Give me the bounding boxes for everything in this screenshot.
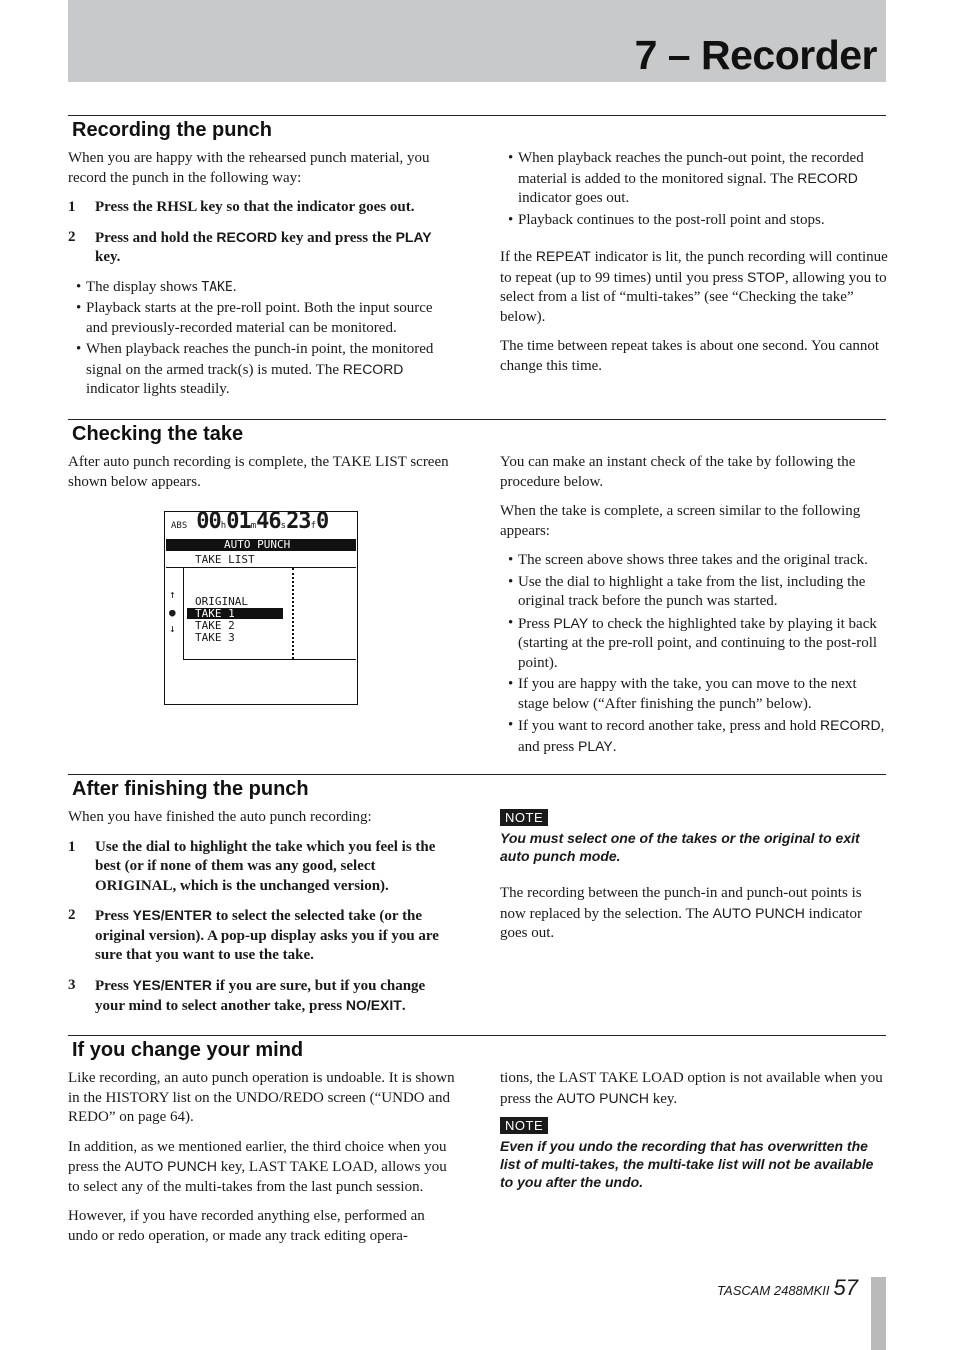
paragraph: Like recording, an auto punch operation is undoable. It is shown in the HISTORY list on the UNDO/REDO screen (“UNDO and REDO” on page 64). (68, 1070, 455, 1125)
text-run: Press (518, 615, 554, 632)
up-arrow-icon: ↑ (169, 588, 176, 601)
page-number: 57 (833, 1275, 858, 1300)
text-run: If you want to record another take, press and hold (518, 718, 820, 734)
section-heading: Recording the punch (72, 119, 272, 141)
text-run: indicator is lit, the punch recording will continue to repeat (up to 99 times) until you press (500, 249, 888, 286)
recording-punch-left-column (68, 149, 456, 410)
step-text (95, 976, 456, 1017)
text-run: key. (648, 1090, 678, 1107)
step-text (95, 906, 456, 966)
step-text: Use the dial to highlight the take which you feel is the best (or if none of them was any good, select ORIGINAL, which is the unchanged version). (95, 838, 436, 894)
text-run: Press and hold the (95, 229, 217, 246)
key-name: AUTO PUNCH (124, 1158, 217, 1174)
step-text: Press the RHSL key so that the indicator goes out. (95, 199, 415, 215)
paragraph: When the take is complete, a screen similar to the following appears: (500, 503, 861, 539)
dotted-divider (292, 568, 294, 659)
step-number: 1 (68, 199, 76, 215)
counter-hours: 00 (196, 509, 221, 534)
take-item-3[interactable]: TAKE 3 (195, 631, 235, 644)
text-run: Press (95, 908, 133, 924)
after-finishing-right-column (500, 809, 888, 954)
dial-icon: ● (169, 606, 176, 619)
step-3 (68, 976, 456, 1017)
section-recording-punch (68, 115, 886, 143)
section-change-mind (68, 1035, 886, 1063)
change-mind-right-column (500, 1069, 888, 1201)
step-1 (68, 838, 456, 897)
key-name: RECORD (342, 360, 404, 377)
key-name: REPEAT (535, 248, 591, 264)
text-run: . (401, 998, 406, 1014)
bar-label: AUTO PUNCH (224, 538, 291, 551)
bullet-list (500, 551, 888, 757)
step-text (95, 228, 456, 268)
key-name: YES/ENTER (132, 976, 212, 993)
section-heading: If you change your mind (72, 1039, 304, 1061)
list-item: • The screen above shows three takes and the original track. (500, 551, 888, 571)
take-item-2[interactable]: TAKE 2 (195, 619, 235, 632)
after-finishing-left-column (68, 808, 456, 1027)
paragraph: The time between repeat takes is about one second. You cannot change this time. (500, 338, 880, 374)
section-heading: After finishing the punch (72, 778, 309, 800)
note-label: NOTE (500, 809, 548, 826)
bullet-list (500, 149, 888, 230)
text-run: When playback reaches the punch-out point, the recorded material is added to the monitored signal. The (518, 150, 864, 187)
text-run: , and press (518, 718, 885, 755)
paragraph (68, 1138, 456, 1198)
text-run: The recording between the punch-in and punch-out points is now replaced by the selection. The (500, 885, 862, 922)
key-name: RECORD (216, 228, 278, 245)
step-number: 1 (68, 838, 76, 855)
key-name: RECORD (797, 169, 858, 186)
text-run: if you are sure, but if you change your mind to select another take, press (95, 977, 426, 1014)
list-item (68, 340, 456, 400)
text-run: . (232, 278, 237, 295)
key-name: YES/ENTER (132, 907, 212, 923)
chapter-title: 7 – Recorder (634, 32, 877, 78)
text-run: to check the highlighted take by playing it back (starting at the pre-roll point, and continuing to the post-roll point). (518, 615, 878, 671)
paragraph: However, if you have recorded anything else, performed an undo or redo operation, or made any track editing opera- (68, 1208, 425, 1244)
unit-f: f (310, 521, 316, 531)
section-after-finishing (68, 774, 886, 802)
key-name: RECORD (820, 717, 881, 733)
text-run: Press (95, 977, 133, 994)
key-name: PLAY (553, 614, 589, 631)
auto-punch-bar (166, 539, 356, 551)
text-run: indicator goes out. (500, 905, 862, 941)
down-arrow-icon: ↓ (169, 622, 176, 635)
text-run: If the (500, 249, 536, 265)
screen-title: TAKE LIST (195, 553, 255, 566)
take-list-screen (164, 511, 358, 705)
text-run: In addition, as we mentioned earlier, the third choice when you press the (68, 1138, 447, 1175)
note-label: NOTE (500, 1117, 548, 1134)
abs-label: ABS (171, 521, 188, 531)
chapter-header (68, 0, 886, 82)
divider (183, 568, 184, 659)
note-text: You must select one of the takes or the original to exit auto punch mode. (500, 830, 860, 864)
list-item (68, 278, 456, 298)
product-name: TASCAM 2488MKII (717, 1283, 830, 1298)
checking-take-right-column (500, 453, 888, 767)
text-run: to select the selected take (or the original version). A pop-up display asks you if you are sure that you want to use the take. (95, 908, 439, 963)
counter-subframe: 0 (315, 509, 329, 534)
divider (183, 659, 356, 660)
section-checking-take (68, 419, 886, 447)
unit-h: h (220, 521, 227, 531)
lcd-text: TAKE (201, 279, 233, 295)
paragraph: You can make an instant check of the take by following the procedure below. (500, 454, 856, 490)
step-number: 2 (68, 228, 76, 245)
list-item: • Playback continues to the post-roll point and stops. (500, 211, 888, 231)
change-mind-left-column (68, 1069, 456, 1256)
text-run: indicator lights steadily. (86, 381, 230, 397)
unit-s: s (280, 521, 287, 531)
text-run: key, LAST TAKE LOAD, allows you to select any of the multi-takes from the last punch session. (68, 1159, 447, 1195)
take-item-1[interactable]: TAKE 1 (195, 607, 235, 620)
step-2 (68, 228, 456, 268)
section-heading: Checking the take (72, 423, 244, 445)
take-item-original[interactable]: ORIGINAL (195, 595, 248, 608)
list-item (500, 614, 888, 674)
key-name: AUTO PUNCH (556, 1089, 649, 1106)
paragraph (500, 247, 888, 327)
list-item: • Use the dial to highlight a take from the list, including the original track before the punch was started. (500, 573, 888, 612)
bullet-list (68, 278, 456, 400)
checking-take-left-column (68, 453, 456, 502)
text-run: When playback reaches the punch-in point, the monitored signal on the armed track(s) is muted. The (86, 341, 434, 378)
text-run: tions, the LAST TAKE LOAD option is not available when you press the (500, 1070, 883, 1107)
text-run: key and press the (277, 229, 396, 246)
paragraph (500, 884, 888, 944)
note-text: Even if you undo the recording that has overwritten the list of multi-takes, the multi-take list will not be available to you after the undo. (500, 1138, 874, 1190)
text-run: . (612, 738, 617, 755)
list-item (500, 149, 888, 209)
step-1 (68, 198, 456, 218)
key-name: STOP (747, 268, 785, 285)
step-number: 2 (68, 907, 76, 923)
counter-seconds: 46 (256, 509, 281, 534)
list-item: • If you are happy with the take, you can move to the next stage below (“After finishing the punch” below). (500, 675, 888, 714)
text-run: The display shows (86, 278, 202, 295)
counter-frames: 23 (286, 509, 311, 534)
paragraph (500, 1069, 888, 1109)
page-edge-tab (871, 1277, 886, 1350)
unit-m: m (250, 521, 257, 531)
counter-minutes: 01 (226, 509, 251, 534)
list-item: • Playback starts at the pre-roll point. Both the input source and previously-recorded material can be monitored. (68, 299, 456, 338)
divider (166, 567, 356, 568)
recording-punch-right-column (500, 149, 888, 386)
page-footer (717, 1275, 858, 1301)
key-name: NO/EXIT (345, 997, 402, 1013)
list-item (500, 716, 888, 757)
key-name: AUTO PUNCH (712, 904, 805, 921)
paragraph: After auto punch recording is complete, the TAKE LIST screen shown below appears. (68, 454, 449, 490)
paragraph: When you have finished the auto punch recording: (68, 809, 372, 825)
step-2 (68, 906, 456, 966)
abs-counter (171, 509, 329, 538)
paragraph: When you are happy with the rehearsed punch material, you record the punch in the following way: (68, 150, 430, 186)
text-run: key. (95, 249, 121, 265)
text-run: , allowing you to select from a list of “multi-takes” (see “Checking the take” below). (500, 269, 887, 325)
key-name: PLAY (578, 737, 613, 754)
key-name: PLAY (395, 228, 432, 245)
text-run: indicator goes out. (518, 190, 630, 206)
step-number: 3 (68, 976, 76, 993)
